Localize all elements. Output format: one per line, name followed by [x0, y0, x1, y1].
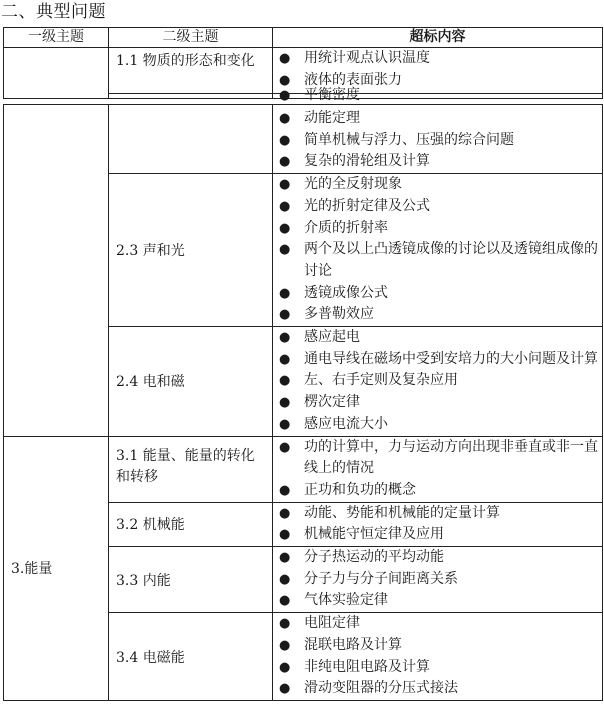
bullet-icon: ●: [279, 616, 291, 632]
bullet-icon: ●: [279, 177, 291, 193]
list-item: ● 两个及以上凸透镜成像的讨论以及透镜组成像的讨论: [279, 241, 598, 279]
list-item: ● 用统计观点认识温度: [273, 48, 598, 70]
bullet-icon: ●: [279, 220, 291, 236]
content-cell: [273, 436, 603, 502]
list-item: ● 分子力与分子间距离关系: [273, 569, 598, 591]
list-item: ● 液体的表面张力: [273, 70, 598, 92]
content-list: [273, 437, 602, 502]
bullet-icon: ●: [279, 416, 291, 432]
bullet-icon: ●: [279, 330, 291, 346]
bullet-icon: ●: [279, 593, 291, 609]
section-title: 二、典型问题: [1, 2, 106, 22]
list-item: ● 通电导线在磁场中受到安培力的大小问题及计算: [273, 349, 598, 371]
list-item: ● 分子热运动的平均动能: [273, 547, 598, 569]
bullet-icon: ●: [279, 395, 291, 411]
content-cell: [273, 174, 603, 327]
secondary-topic-cell: [109, 105, 273, 174]
list-item: ● 机械能守恒定律及应用: [273, 524, 598, 546]
bullet-icon: ●: [279, 154, 291, 170]
list-item: ● 感应起电: [273, 327, 598, 349]
bullet-icon: ●: [279, 285, 291, 301]
content-list: [273, 503, 602, 546]
bullet-icon: ●: [279, 505, 291, 521]
bullet-icon: ●: [279, 51, 291, 66]
list-item: ● 动能定理: [273, 108, 598, 130]
header-excess-content: 超标内容: [273, 28, 603, 48]
bullet-icon: ●: [279, 111, 291, 126]
content-list: [273, 174, 602, 326]
list-item: ● 平衡密度: [273, 85, 598, 107]
list-item: ● 多普勒效应: [273, 304, 598, 326]
content-list: [273, 327, 602, 436]
primary-topic-cell: [4, 105, 109, 437]
table-row: [4, 436, 603, 502]
list-item: ● 非纯电阻电路及计算: [273, 657, 598, 679]
list-item: ● 复杂的滑轮组及计算: [273, 151, 598, 173]
topic-table-main: [3, 104, 603, 701]
bullet-icon: ●: [279, 88, 291, 103]
list-item: ● 楞次定律: [273, 392, 598, 414]
primary-topic-cell: 3.能量: [4, 436, 109, 700]
list-item: ● 感应电流大小: [273, 414, 598, 436]
list-item: ● 气体实验定律: [273, 590, 598, 612]
bullet-icon: ●: [279, 681, 291, 697]
content-list: [273, 105, 602, 173]
list-item: ● 光的全反射现象: [273, 174, 598, 196]
list-item: ● 功的计算中，力与运动方向出现非垂直或非一直线上的情况: [279, 438, 598, 477]
list-item: ● 透镜成像公式: [273, 283, 598, 305]
primary-topic-cell: [4, 48, 109, 99]
list-item: ● 左、右手定则及复杂应用: [273, 370, 598, 392]
bullet-icon: ●: [279, 307, 291, 323]
bullet-icon: ●: [279, 550, 291, 566]
list-item: ● 介质的折射率: [273, 218, 598, 240]
list-item: ● 混联电路及计算: [273, 635, 598, 657]
bullet-icon: ●: [279, 132, 291, 148]
bullet-icon: ●: [279, 439, 291, 455]
bullet-icon: ●: [279, 482, 291, 498]
bullet-icon: ●: [279, 571, 291, 587]
bullet-icon: ●: [279, 72, 291, 88]
secondary-topic-cell: 3.3 内能: [109, 547, 273, 613]
header-secondary-topic: 二级主题: [109, 28, 273, 48]
content-cell: [273, 547, 603, 613]
list-item: ● 简单机械与浮力、压强的综合问题: [273, 130, 598, 152]
content-cell: [273, 502, 603, 546]
bullet-icon: ●: [279, 373, 291, 389]
list-item: ● 电阻定律: [273, 613, 598, 635]
secondary-topic-cell: 3.1 能量、能量的转化和转移: [109, 436, 273, 502]
bullet-icon: ●: [279, 198, 291, 214]
content-cell: [273, 105, 603, 174]
secondary-topic-cell: 3.2 机械能: [109, 502, 273, 546]
header-primary-topic: 一级主题: [4, 28, 109, 48]
content-cell: [273, 87, 603, 103]
bullet-icon: ●: [279, 637, 291, 653]
list-item: ● 滑动变阻器的分压式接法: [273, 678, 598, 700]
secondary-topic-cell: 3.4 电磁能: [109, 613, 273, 701]
list-item: ● 正功和负功的概念: [273, 480, 598, 502]
secondary-topic-cell: 2.4 电和磁: [109, 327, 273, 437]
secondary-topic-cell: 1.1 物质的形态和变化: [109, 48, 273, 94]
bullet-icon: ●: [279, 242, 291, 258]
table-row: [4, 105, 603, 174]
list-item: ● 光的折射定律及公式: [273, 196, 598, 218]
topic-table-top: [3, 27, 603, 103]
secondary-topic-cell: [109, 94, 273, 99]
table-header-row: [4, 28, 603, 48]
bullet-icon: ●: [279, 659, 291, 675]
content-list: [273, 613, 602, 700]
bullet-icon: ●: [279, 527, 291, 543]
content-cell: [273, 613, 603, 701]
content-list: [273, 547, 602, 612]
bullet-icon: ●: [279, 351, 291, 367]
list-item: ● 动能、势能和机械能的定量计算: [273, 503, 598, 525]
secondary-topic-cell: 2.3 声和光: [109, 174, 273, 327]
content-cell: [273, 327, 603, 437]
